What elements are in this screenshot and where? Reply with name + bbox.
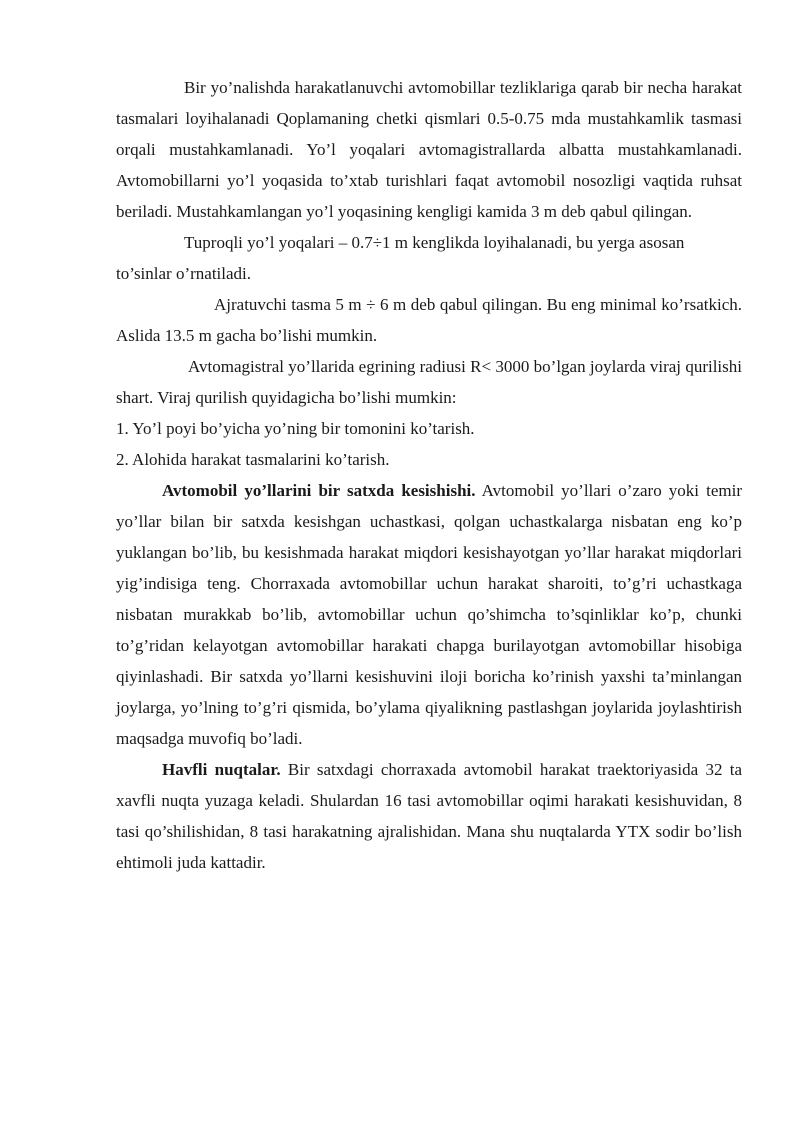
paragraph-at-grade-intersection [116,475,742,754]
paragraph-shoulders: Tuproqli yo’l yoqalari – 0.7÷1 m kenglikda loyihalanadi, bu yerga asosan to’sinlar o’rnatiladi. [116,233,685,283]
list-item-1: 1. Yo’l poyi bo’yicha yo’ning bir tomonini ko’tarish. [116,419,475,438]
list-item-2: 2. Alohida harakat tasmalarini ko’tarish. [116,450,390,469]
paragraph-road-lanes: Bir yo’nalishda harakatlanuvchi avtomobillar tezliklariga qarab bir necha harakat tasmalari loyihalanadi Qoplamaning chetki qismlari 0.5-0.75 mda mustahkamlik tasmasi orqali mustahkamlanadi. Yo’l yoqalari avtomagistrallarda albatta mustahkamlanadi. Avtomobillarni yo’l yoqasida to’xtab turishlari faqat avtomobil nosozligi vaqtida ruhsat beriladi. Mustahkamlangan yo’l yoqasining kengligi kamida 3 m deb qabul qilingan. [116,78,742,221]
section-heading-intersection: Avtomobil yo’llarini bir satxda kesishishi. [162,481,476,500]
paragraph-superelevation: Avtomagistral yo’llarida egrining radiusi R< 3000 bo’lgan joylarda viraj qurilishi shart. Viraj qurilish quyidagicha bo’lishi mumkin: [116,357,742,407]
paragraph-intersection-text: Avtomobil yo’llari o’zaro yoki temir yo’llar bilan bir satxda kesishgan uchastkasi, qolgan uchastkalarga nisbatan eng ko’p yuklangan bo’lib, bu kesishmada harakat miqdori kesishayotgan yo’llar harakat miqdorlari yig’indisiga teng. Chorraxada avtomobillar uchun harakat sharoiti, to’g’ri uchastkaga nisbatan murakkab bo’lib, avtomobillar uchun qo’shimcha to’sqinliklar ko’p, chunki to’g’ridan kelayotgan avtomobillar harakati chapga burilayotgan avtomobillar hisobiga qiyinlashadi. Bir satxda yo’llarni kesishuvini iloji boricha ko’rinish yaxshi ta’minlangan joylarga, yo’lning to’g’ri qismida, bo’ylama qiyalikning pastlashgan joylarida joylashtirish maqsadga muvofiq bo’ladi. [116,481,742,748]
paragraph-median-strip: Ajratuvchi tasma 5 m ÷ 6 m deb qabul qilingan. Bu eng minimal ko’rsatkich. Aslida 13.5 m gacha bo’lishi mumkin. [116,295,742,345]
document-body [116,72,742,878]
paragraph-danger-points [116,754,742,878]
section-heading-danger-points: Havfli nuqtalar. [162,760,281,779]
paragraph-danger-points-text: Bir satxdagi chorraxada avtomobil harakat traektoriyasida 32 ta xavfli nuqta yuzaga keladi. Shulardan 16 tasi avtomobillar oqimi harakati kesishuvidan, 8 tasi qo’shilishidan, 8 tasi harakatning ajralishidan. Mana shu nuqtalarda YTX sodir bo’lish ehtimoli juda kattadir. [116,760,742,872]
